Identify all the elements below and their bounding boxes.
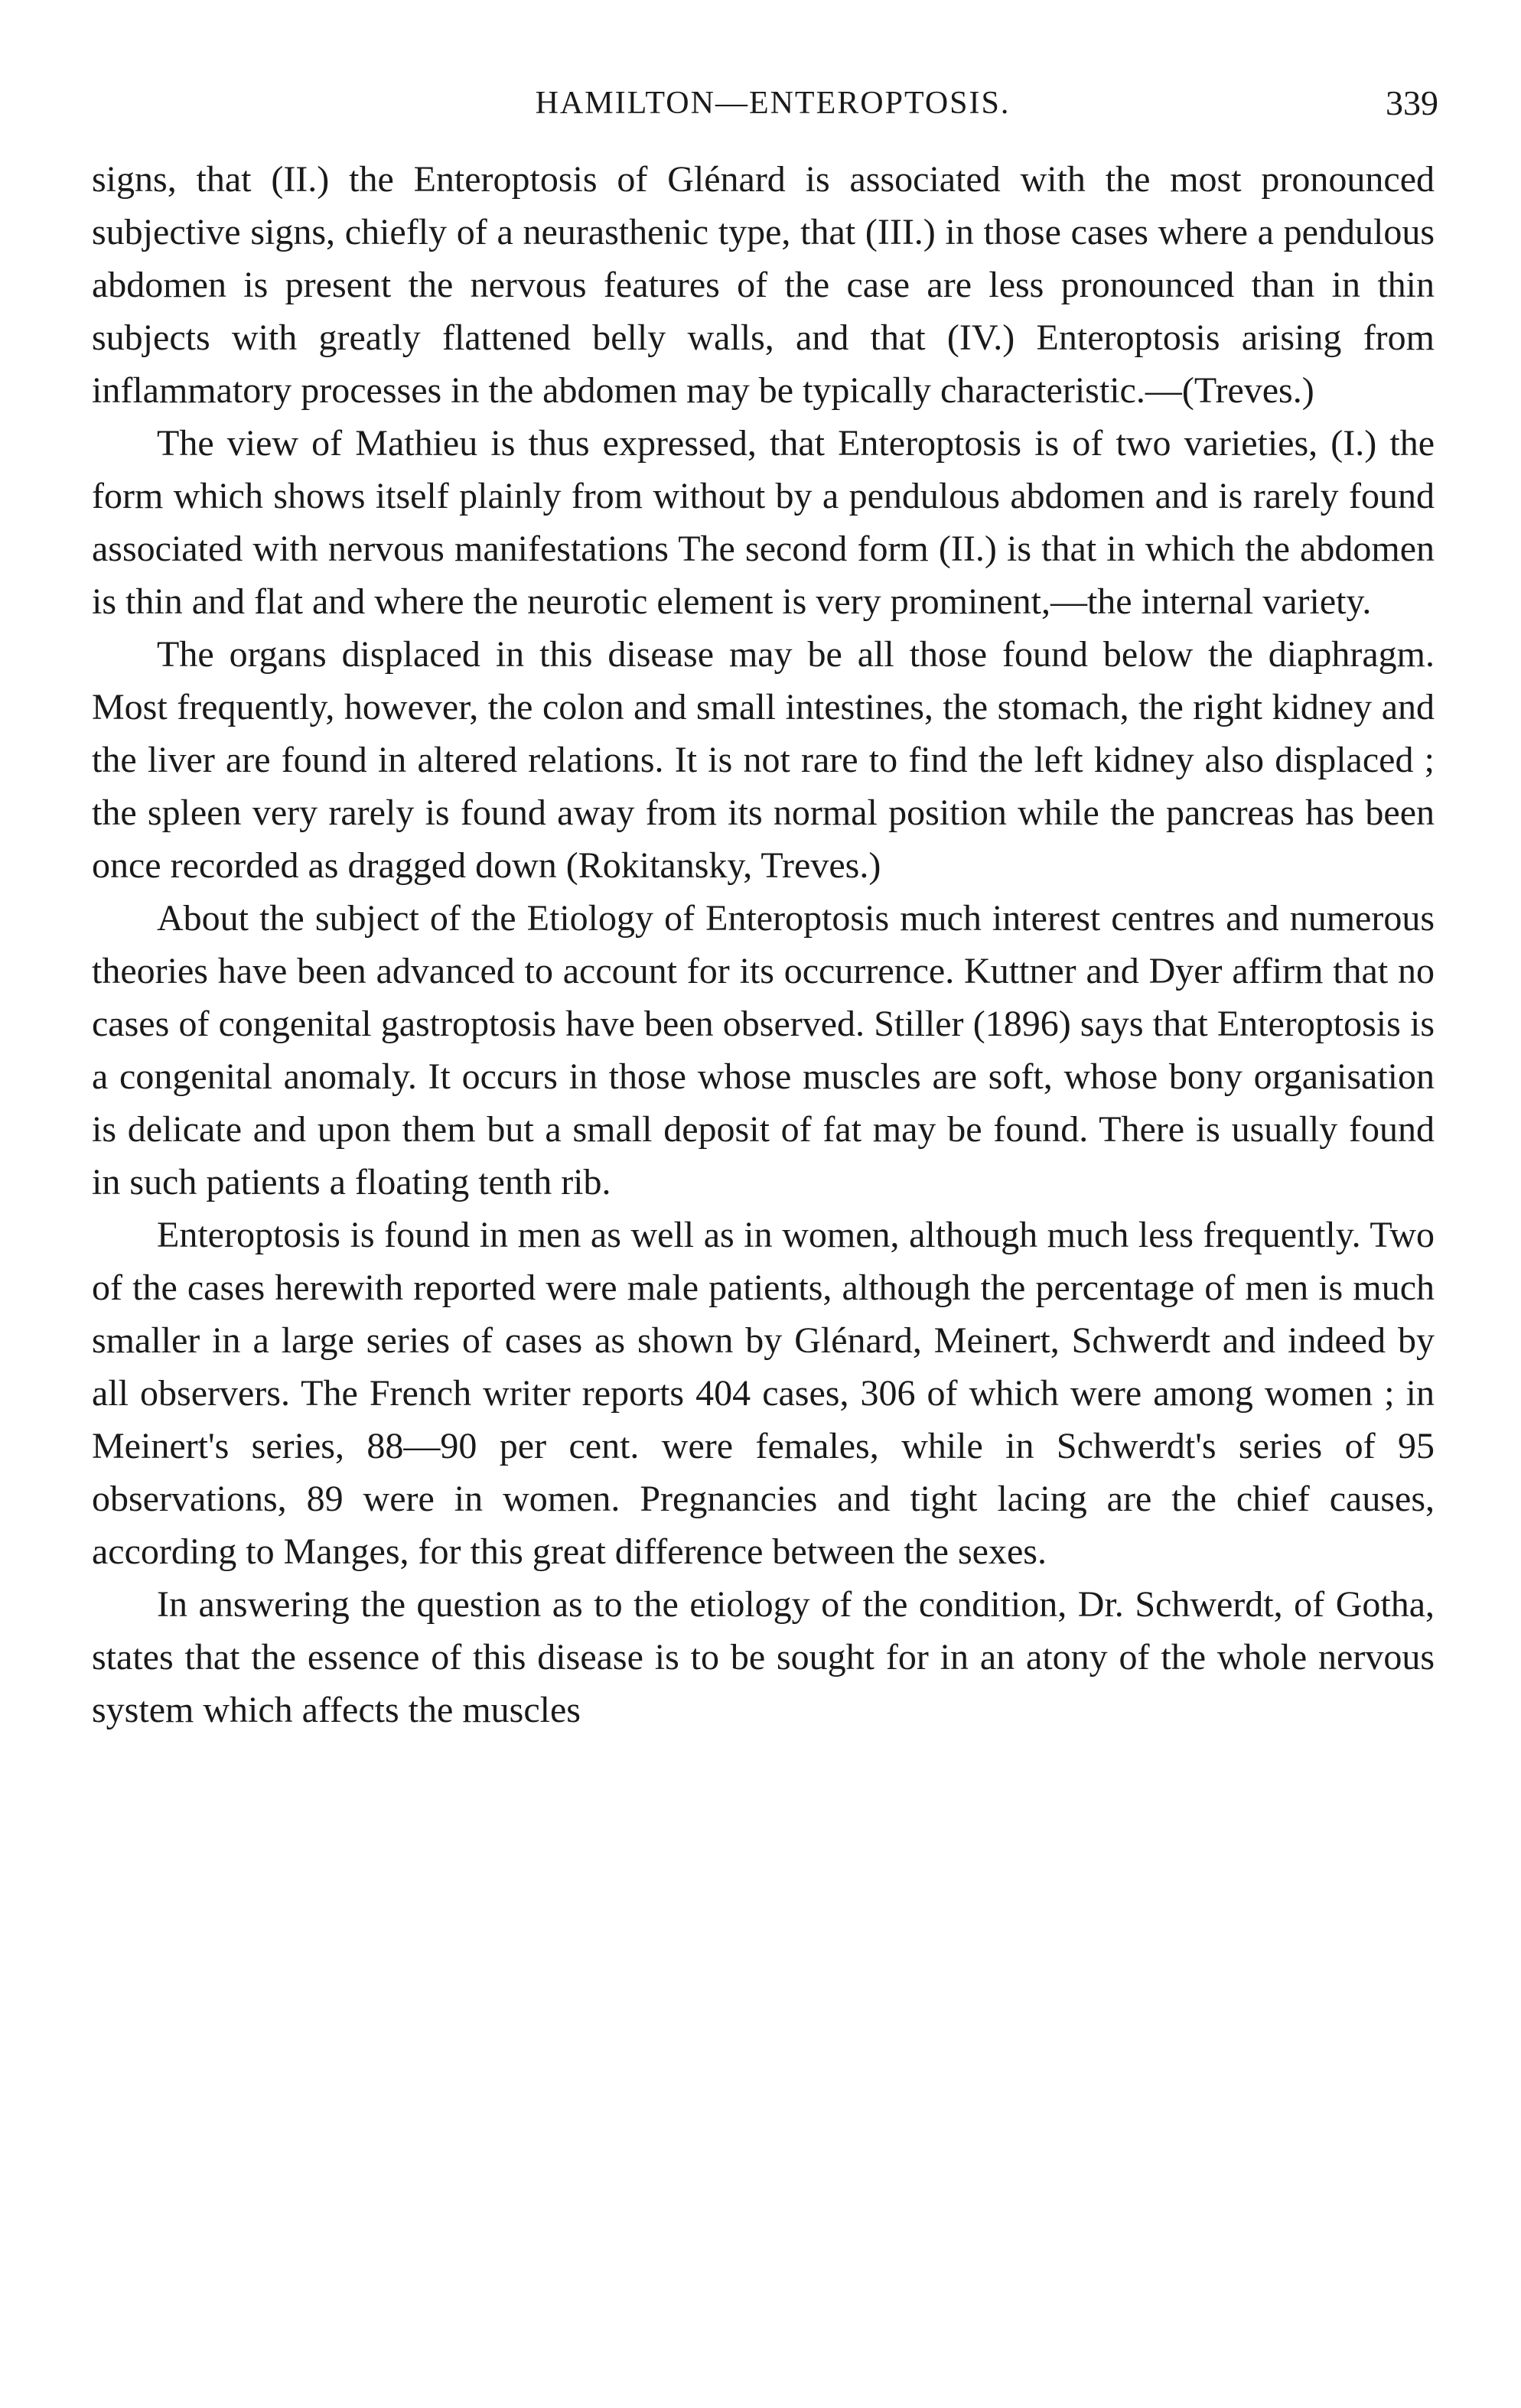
running-title: HAMILTON—ENTEROPTOSIS. bbox=[535, 86, 1011, 121]
body-text bbox=[92, 153, 1435, 1736]
paragraph-continuation: signs, that (II.) the Enteroptosis of Glénard is associated with the most pronounced subjective signs, chiefly of a neurasthenic type, that (III.) in those cases where a pendulous abdomen is present the nervous features of the case are less pronounced than in thin subjects with greatly flattened belly walls, and that (IV.) Enteroptosis arising from inflammatory processes in the abdomen may be typically characteristic.—(Treves.) bbox=[92, 159, 1435, 411]
paragraph-mathieu-view: The view of Mathieu is thus expressed, that Enteroptosis is of two varieties, (I.) the form which shows itself plainly from without by a pendulous abdomen and is rarely found associated with nervous manifestations The second form (II.) is that in which the abdomen is thin and flat and where the neurotic element is very prominent,—the internal variety. bbox=[92, 423, 1435, 622]
paragraph-men-and-women: Enteroptosis is found in men as well as in women, although much less frequently. Two of the cases herewith reported were male patients, although the percentage of men is much smaller in a large series of cases as shown by Glénard, Meinert, Schwerdt and indeed by all observers. The French writer reports 404 cases, 306 of which were among women ; in Meinert's series, 88—90 per cent. were females, while in Schwerdt's series of 95 observations, 89 were in women. Pregnancies and tight lacing are the chief causes, according to Manges, for this great difference between the sexes. bbox=[92, 1215, 1435, 1572]
page-number: 339 bbox=[1386, 83, 1438, 122]
paragraph-etiology: About the subject of the Etiology of Enteroptosis much interest centres and numerous theories have been advanced to account for its occurrence. Kuttner and Dyer affirm that no cases of congenital gastroptosis have been observed. Stiller (1896) says that Enteroptosis is a congenital anomaly. It occurs in those whose muscles are soft, whose bony organisation is delicate and upon them but a small deposit of fat may be found. There is usually found in such patients a floating tenth rib. bbox=[92, 898, 1435, 1202]
running-head bbox=[99, 80, 1446, 126]
paragraph-organs-displaced: The organs displaced in this disease may be all those found below the diaphragm. Most frequently, however, the colon and small intestines, the stomach, the right kidney and the liver are found in altered relations. It is not rare to find the left kidney also displaced ; the spleen very rarely is found away from its normal position while the pancreas has been once recorded as dragged down (Rokitansky, Treves.) bbox=[92, 634, 1435, 886]
paragraph-schwerdt: In answering the question as to the etiology of the condition, Dr. Schwerdt, of Gotha, states that the essence of this disease is to be sought for in an atony of the whole nervous system which affects the muscles bbox=[92, 1584, 1435, 1730]
